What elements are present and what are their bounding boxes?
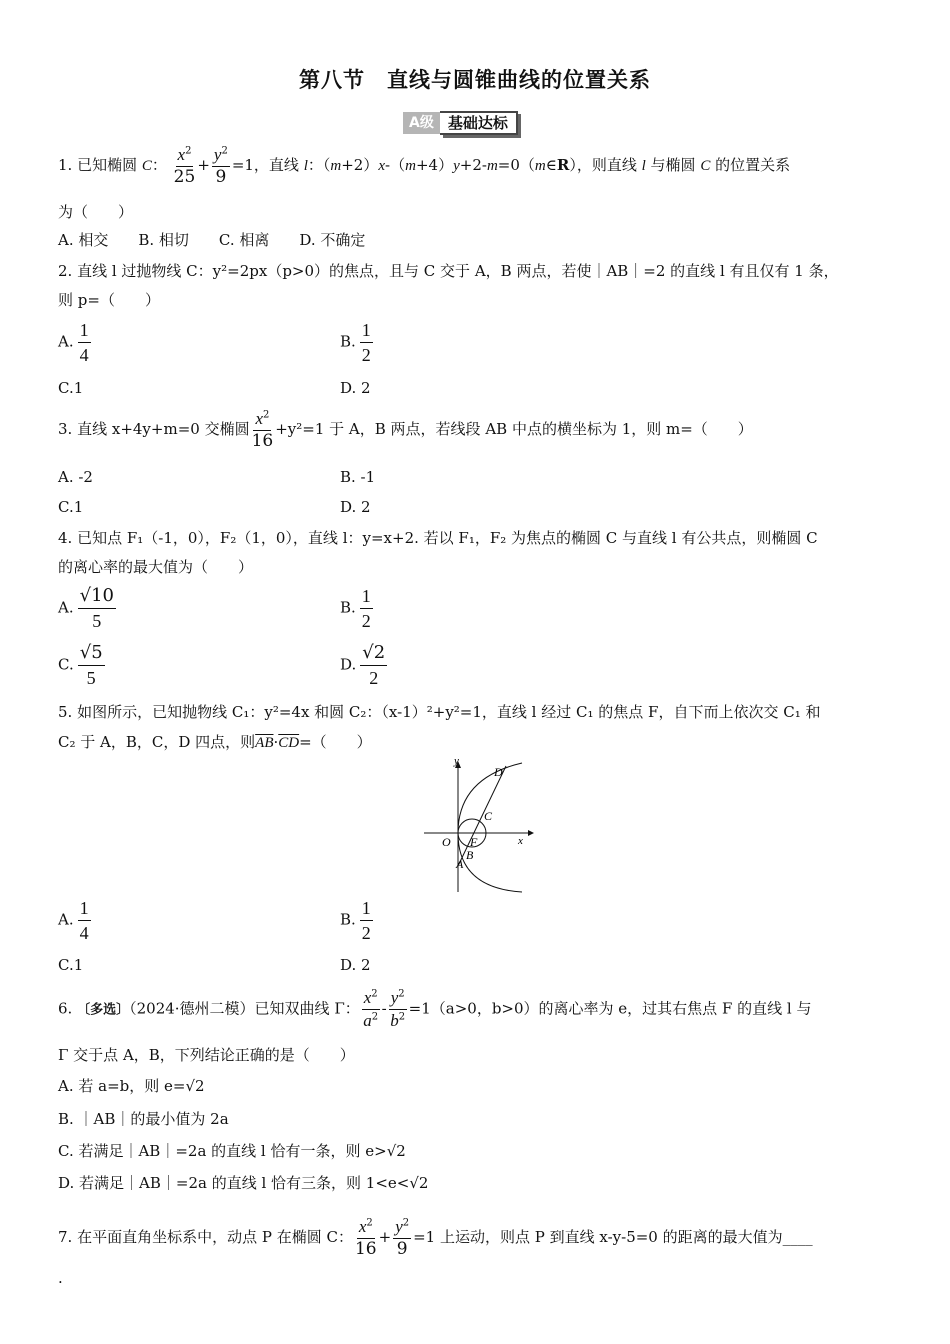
parabola-curve (458, 763, 522, 892)
label-a: A (456, 857, 464, 871)
fraction: $\frac{x^2}{16}$ (251, 409, 274, 451)
question-6-option-b: B. ｜AB｜的最小值为 2a (58, 1110, 229, 1128)
label-o: O (442, 835, 451, 849)
label-f: F (470, 835, 478, 849)
question-7-line-1: 7. 在平面直角坐标系中，动点 P 在椭圆 C： $\frac{x^2}{16}$ + $\frac{y^2}{9}$ =1 上运动，则点 P 到直线 x-y-5=0 的距离的最大值为____ (58, 1217, 813, 1259)
label-d: D (494, 765, 503, 779)
question-5-option-d: D. 2 (340, 956, 371, 974)
page-title: 第八节 直线与圆锥曲线的位置关系 (299, 68, 651, 92)
question-4-line-1: 4. 已知点 F₁（-1，0），F₂（1，0），直线 l：y=x+2. 若以 F₁，F₂ 为焦点的椭圆 C 与直线 l 有公共点，则椭圆 C (58, 529, 818, 547)
question-4-option-d: D. $\frac{√2}{2}$ (340, 642, 386, 688)
question-2-option-a: A. $\frac{1}{4}$ (58, 320, 89, 365)
question-6-option-c: C. 若满足｜AB｜=2a 的直线 l 恰有一条，则 e>√2 (58, 1142, 406, 1160)
question-5-option-c: C.1 (58, 956, 84, 974)
question-4-option-b: B. $\frac{1}{2}$ (340, 586, 371, 631)
label-y: y (454, 758, 459, 767)
level-name: 基础达标 (440, 111, 518, 135)
question-2-option-b: B. $\frac{1}{2}$ (340, 320, 371, 365)
label-c: C (484, 809, 493, 823)
label-x: x (518, 835, 523, 847)
question-5-line-1: 5. 如图所示，已知抛物线 C₁：y²=4x 和圆 C₂：（x-1）²+y²=1，直线 l 经过 C₁ 的焦点 F，自下而上依次交 C₁ 和 (58, 703, 821, 721)
question-1-line-2: 为（ ） (58, 203, 134, 221)
question-2-option-d: D. 2 (340, 379, 371, 397)
question-4-option-a: A. $\frac{√10}{5}$ (58, 585, 114, 631)
question-1-line-1: 1. 已知椭圆 C： $\frac{x^2}{25}$ + $\frac{y^2}{9}$ =1，直线 l：（m+2）x-（m+4）y+2-m=0（m∈R），则直线 l 与椭圆 C 的位置关系 (58, 145, 791, 187)
question-3-option-a: A. -2 (58, 468, 93, 486)
question-7-line-2: . (58, 1269, 63, 1287)
question-6-option-a: A. 若 a=b，则 e=√2 (58, 1077, 205, 1095)
x-axis-arrow (528, 830, 534, 836)
label-b: B (466, 848, 474, 862)
question-6-option-d: D. 若满足｜AB｜=2a 的直线 l 恰有三条，则 1<e<√2 (58, 1174, 429, 1192)
fraction: $\frac{y^2}{9}$ (213, 145, 228, 187)
question-3-option-c: C.1 (58, 498, 84, 516)
question-3-option-d: D. 2 (340, 498, 371, 516)
level-tag: A级 (403, 112, 440, 134)
question-2-option-c: C.1 (58, 379, 84, 397)
question-6-line-1: 6. 〔多选〕（2024·德州二模）已知双曲线 Γ： $\frac{x^2}{a^2}$ - $\frac{y^2}{b^2}$ =1（a>0，b>0）的离心率为 e，过其右焦点 F 的直线 l 与 (58, 988, 812, 1030)
question-6-line-2: Γ 交于点 A，B，下列结论正确的是（ ） (58, 1046, 355, 1064)
question-5-line-2: C₂ 于 A，B，C，D 四点，则$\overline{AB}\cdot\overline{CD}=$（ ） (58, 733, 372, 751)
fraction: $\frac{x^2}{16}$ (354, 1217, 377, 1259)
question-2-line-1: 2. 直线 l 过抛物线 C：y²=2px（p>0）的焦点，且与 C 交于 A，B 两点，若使｜AB｜=2 的直线 l 有且仅有 1 条， (58, 262, 839, 280)
fraction: $\frac{x^2}{25}$ (173, 145, 196, 187)
question-1-options: A. 相交 B. 相切 C. 相离 D. 不确定 (58, 231, 366, 249)
question-2-line-2: 则 p=（ ） (58, 291, 160, 309)
question-3-option-b: B. -1 (340, 468, 376, 486)
fraction: $\frac{y^2}{b^2}$ (390, 988, 406, 1030)
question-3-line-1: 3. 直线 x+4y+m=0 交椭圆 $\frac{x^2}{16}$ +y²=1 于 A，B 两点，若线段 AB 中点的横坐标为 1，则 m=（ ） (58, 409, 753, 451)
fraction: $\frac{y^2}{9}$ (395, 1217, 410, 1259)
question-5-option-b: B. $\frac{1}{2}$ (340, 898, 371, 943)
fraction: $\frac{x^2}{a^2}$ (363, 988, 379, 1030)
question-4-line-2: 的离心率的最大值为（ ） (58, 558, 254, 576)
level-badge (403, 111, 518, 135)
question-4-option-c: C. $\frac{√5}{5}$ (58, 642, 103, 688)
parabola-circle-figure (420, 758, 540, 896)
question-5-option-a: A. $\frac{1}{4}$ (58, 898, 89, 943)
multi-select-tag: 〔多选〕 (77, 1002, 130, 1018)
